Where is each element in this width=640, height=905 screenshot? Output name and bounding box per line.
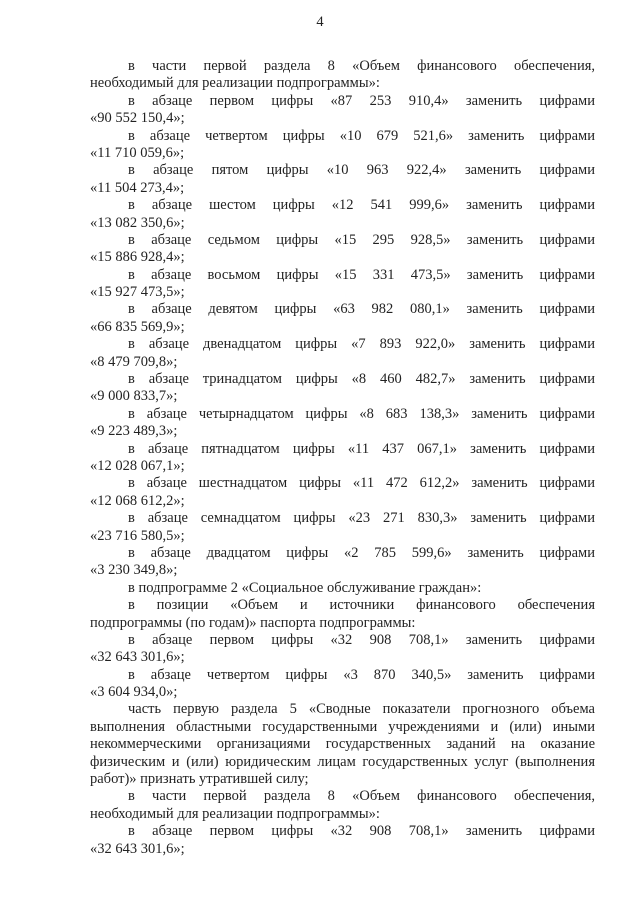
text-line: некоммерческими организациями государственных заданий на оказание	[90, 736, 595, 753]
text-line: «11 504 273,4»;	[90, 179, 185, 196]
text-line: «9 000 833,7»;	[90, 388, 178, 405]
text-line: «12 028 067,1»;	[90, 457, 185, 474]
text-line: необходимый для реализации подпрограммы»:	[90, 75, 380, 92]
text-line: в абзаце тринадцатом цифры «8 460 482,7» заменить цифрами	[128, 371, 595, 388]
text-line: «13 082 350,6»;	[90, 214, 185, 231]
text-line: «3 604 934,0»;	[90, 684, 178, 701]
text-line: в абзаце девятом цифры «63 982 080,1» заменить цифрами	[128, 301, 595, 318]
text-line: в абзаце восьмом цифры «15 331 473,5» заменить цифрами	[128, 266, 595, 283]
text-line: в абзаце пятнадцатом цифры «11 437 067,1» заменить цифрами	[128, 440, 595, 457]
text-line: в абзаце первом цифры «32 908 708,1» заменить цифрами	[128, 631, 595, 648]
text-line: в части первой раздела 8 «Объем финансового обеспечения,	[128, 58, 595, 74]
text-line: «32 643 301,6»;	[90, 840, 185, 857]
text-line: в позиции «Объем и источники финансового обеспечения	[128, 597, 595, 614]
text-line: «15 886 928,4»;	[90, 249, 185, 266]
text-line: в части первой раздела 8 «Объем финансового обеспечения,	[128, 788, 595, 805]
text-line: необходимый для реализации подпрограммы»:	[90, 805, 380, 822]
text-line: «66 835 569,9»;	[90, 318, 185, 335]
text-line: в подпрограмме 2 «Социальное обслуживание граждан»:	[128, 579, 482, 596]
text-line: физическим и (или) юридическим лицам государственных услуг (выполнения	[90, 753, 595, 770]
text-line: «11 710 059,6»;	[90, 144, 185, 161]
text-line: «12 068 612,2»;	[90, 492, 185, 509]
document-body	[90, 58, 595, 858]
text-line: в абзаце четырнадцатом цифры «8 683 138,3» заменить цифрами	[128, 405, 595, 422]
text-line: в абзаце двенадцатом цифры «7 893 922,0» заменить цифрами	[128, 336, 595, 353]
text-line: в абзаце двадцатом цифры «2 785 599,6» заменить цифрами	[128, 544, 595, 561]
text-line: «90 552 150,4»;	[90, 110, 185, 127]
text-line: выполнения областными государственными учреждениями и (или) иными	[90, 718, 595, 735]
text-line: «9 223 489,3»;	[90, 423, 178, 440]
text-line: в абзаце семнадцатом цифры «23 271 830,3» заменить цифрами	[128, 510, 595, 527]
text-line: «8 479 709,8»;	[90, 353, 178, 370]
text-line: «15 927 473,5»;	[90, 284, 185, 301]
text-line: в абзаце шестнадцатом цифры «11 472 612,2» заменить цифрами	[128, 475, 595, 492]
page-number: 4	[316, 14, 324, 30]
text-line: работ)» признать утратившей силу;	[90, 771, 309, 788]
text-line: в абзаце пятом цифры «10 963 922,4» заменить цифрами	[128, 162, 595, 179]
text-line: в абзаце шестом цифры «12 541 999,6» заменить цифрами	[128, 197, 595, 214]
text-line: «3 230 349,8»;	[90, 562, 178, 579]
text-line: часть первую раздела 5 «Сводные показатели прогнозного объема	[128, 701, 595, 718]
text-line: в абзаце седьмом цифры «15 295 928,5» заменить цифрами	[128, 231, 595, 248]
text-line: в абзаце первом цифры «87 253 910,4» заменить цифрами	[128, 92, 595, 109]
text-line: «23 716 580,5»;	[90, 527, 185, 544]
text-line: в абзаце первом цифры «32 908 708,1» заменить цифрами	[128, 823, 595, 840]
text-line: в абзаце четвертом цифры «10 679 521,6» заменить цифрами	[128, 127, 595, 144]
text-line: в абзаце четвертом цифры «3 870 340,5» заменить цифрами	[128, 666, 595, 683]
text-line: «32 643 301,6»;	[90, 649, 185, 666]
text-line: подпрограммы (по годам)» паспорта подпрограммы:	[90, 614, 416, 631]
